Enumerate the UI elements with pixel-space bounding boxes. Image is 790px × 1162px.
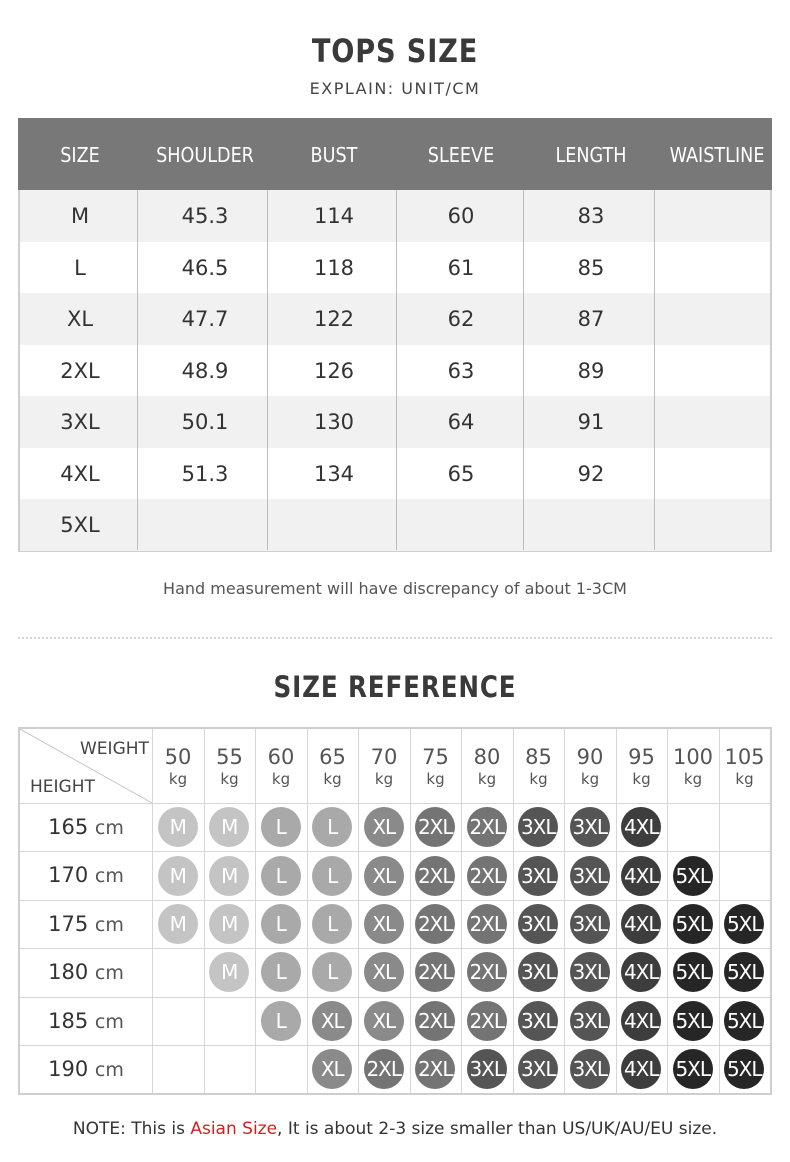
size-badge: XL bbox=[364, 952, 404, 992]
size-badge: 2XL bbox=[467, 807, 507, 847]
height-unit: cm bbox=[94, 913, 124, 936]
size-badge: 2XL bbox=[415, 807, 455, 847]
measurement-cell: 126 bbox=[313, 358, 355, 383]
measurement-cell bbox=[667, 396, 767, 448]
size-badge: 5XL bbox=[673, 1001, 713, 1041]
weight-unit: kg bbox=[683, 770, 703, 788]
header-sleeve: SLEEVE bbox=[427, 143, 495, 167]
weight-unit: kg bbox=[168, 770, 188, 788]
measurement-cell: 47.7 bbox=[181, 307, 229, 331]
header-waistline: WAISTLINE bbox=[669, 143, 765, 167]
size-badge: 2XL bbox=[467, 952, 507, 992]
grid-row-line bbox=[20, 851, 770, 852]
size-badge: XL bbox=[364, 1001, 404, 1041]
height-row-label bbox=[20, 815, 152, 839]
size-badge: 4XL bbox=[621, 952, 661, 992]
measurement-cell: 114 bbox=[313, 204, 355, 228]
measurement-cell: 83 bbox=[577, 204, 605, 228]
size-row bbox=[20, 242, 770, 294]
weight-header bbox=[358, 729, 410, 789]
height-value: 180 bbox=[48, 960, 89, 985]
size-badge: 5XL bbox=[724, 952, 764, 992]
measurement-cell: 85 bbox=[577, 255, 605, 280]
size-badge: 3XL bbox=[570, 807, 610, 847]
weight-header bbox=[616, 729, 668, 789]
size-row bbox=[20, 396, 770, 448]
size-badge: L bbox=[312, 807, 352, 847]
measurement-cell: 62 bbox=[447, 307, 475, 331]
measurement-cell: 60 bbox=[447, 204, 475, 228]
measurement-cell bbox=[667, 448, 767, 500]
height-unit: cm bbox=[94, 1059, 124, 1081]
weight-unit: kg bbox=[271, 770, 291, 788]
measurement-cell: 51.3 bbox=[181, 461, 229, 486]
size-badge: 3XL bbox=[518, 1049, 558, 1089]
size-badge: 3XL bbox=[570, 952, 610, 992]
size-badge: 3XL bbox=[570, 1001, 610, 1041]
size-badge: 3XL bbox=[518, 807, 558, 847]
height-value: 190 bbox=[48, 1057, 89, 1081]
size-badge: L bbox=[261, 952, 301, 992]
size-badge: 4XL bbox=[621, 1049, 661, 1089]
size-row bbox=[20, 345, 770, 397]
size-cell: 4XL bbox=[60, 461, 100, 486]
weight-value: 90 bbox=[576, 745, 604, 769]
size-badge: XL bbox=[312, 1001, 352, 1041]
size-badge: 2XL bbox=[415, 904, 455, 944]
header-size: SIZE bbox=[60, 143, 100, 167]
weight-value: 65 bbox=[319, 745, 346, 769]
size-badge: 2XL bbox=[467, 904, 507, 944]
measurement-cell: 65 bbox=[447, 461, 475, 486]
size-badge: 2XL bbox=[467, 856, 507, 896]
weight-label: WEIGHT bbox=[80, 739, 149, 759]
size-badge: 5XL bbox=[673, 1049, 713, 1089]
size-badge: 3XL bbox=[570, 904, 610, 944]
height-row-label bbox=[20, 863, 152, 887]
weight-value: 60 bbox=[267, 745, 295, 769]
size-badge: M bbox=[209, 952, 249, 992]
size-badge: M bbox=[158, 807, 198, 847]
size-badge: 4XL bbox=[621, 807, 661, 847]
header-length: LENGTH bbox=[555, 143, 627, 167]
size-row bbox=[20, 448, 770, 500]
size-badge: 3XL bbox=[518, 1001, 558, 1041]
column-divider bbox=[523, 190, 524, 550]
measurement-cell: 50.1 bbox=[181, 410, 229, 434]
header-bust: BUST bbox=[310, 143, 358, 167]
height-value: 185 bbox=[48, 1008, 89, 1033]
height-unit: cm bbox=[94, 817, 124, 839]
weight-header bbox=[307, 729, 359, 789]
weight-unit: kg bbox=[323, 770, 342, 788]
weight-unit: kg bbox=[477, 770, 497, 788]
measurement-cell bbox=[667, 345, 767, 397]
size-reference-table bbox=[18, 727, 772, 1095]
measurement-cell: 45.3 bbox=[181, 204, 229, 228]
measurement-cell bbox=[155, 499, 255, 551]
weight-unit: kg bbox=[220, 770, 239, 788]
size-badge: 4XL bbox=[621, 856, 661, 896]
size-badge: L bbox=[261, 1001, 301, 1041]
size-badge: XL bbox=[364, 807, 404, 847]
size-badge: 5XL bbox=[673, 952, 713, 992]
weight-unit: kg bbox=[529, 770, 548, 788]
column-divider bbox=[396, 190, 397, 550]
measurement-cell: 91 bbox=[577, 410, 605, 434]
size-badge: 5XL bbox=[724, 1049, 764, 1089]
weight-value: 80 bbox=[473, 745, 501, 769]
size-cell: XL bbox=[66, 307, 94, 331]
measurement-cell: 89 bbox=[577, 358, 605, 383]
header-shoulder: SHOULDER bbox=[156, 143, 254, 167]
size-badge: 5XL bbox=[673, 856, 713, 896]
measurement-cell: 46.5 bbox=[181, 255, 229, 280]
size-badge: 2XL bbox=[364, 1049, 404, 1089]
measurement-cell: 130 bbox=[313, 410, 355, 434]
weight-value: 70 bbox=[370, 745, 398, 769]
weight-header bbox=[564, 729, 616, 789]
weight-value: 100 bbox=[672, 745, 714, 769]
measurement-cell bbox=[667, 242, 767, 294]
tops-size-title: TOPS SIZE bbox=[311, 32, 479, 70]
size-badge: 3XL bbox=[518, 952, 558, 992]
weight-header bbox=[513, 729, 565, 789]
size-row bbox=[20, 190, 770, 242]
weight-header bbox=[461, 729, 513, 789]
height-value: 165 bbox=[48, 815, 89, 839]
height-label: HEIGHT bbox=[30, 777, 95, 797]
size-badge: 4XL bbox=[621, 904, 661, 944]
measurement-cell: 61 bbox=[447, 255, 475, 280]
measurement-cell: 92 bbox=[577, 461, 605, 486]
size-row bbox=[20, 499, 770, 551]
measurement-cell bbox=[411, 499, 511, 551]
size-badge: L bbox=[261, 856, 301, 896]
size-cell: 2XL bbox=[60, 358, 100, 383]
size-badge: 3XL bbox=[570, 856, 610, 896]
size-badge: 4XL bbox=[621, 1001, 661, 1041]
weight-value: 75 bbox=[422, 745, 449, 769]
height-value: 175 bbox=[48, 911, 89, 936]
asian-size-note bbox=[0, 1119, 790, 1139]
size-badge: 3XL bbox=[570, 1049, 610, 1089]
size-cell: 3XL bbox=[60, 410, 100, 434]
size-badge: XL bbox=[364, 904, 404, 944]
measurement-cell: 118 bbox=[313, 255, 355, 280]
weight-value: 50 bbox=[164, 745, 192, 769]
size-cell: M bbox=[70, 204, 90, 228]
size-badge: 3XL bbox=[518, 856, 558, 896]
size-badge: M bbox=[158, 904, 198, 944]
size-badge: 2XL bbox=[415, 856, 455, 896]
measurement-cell: 122 bbox=[313, 307, 355, 331]
weight-header bbox=[152, 729, 204, 789]
size-cell: 5XL bbox=[60, 513, 100, 537]
grid-row-line bbox=[20, 948, 770, 949]
column-divider bbox=[654, 190, 655, 550]
measurement-cell: 48.9 bbox=[181, 358, 229, 383]
weight-unit: kg bbox=[632, 770, 651, 788]
size-badge: 3XL bbox=[518, 904, 558, 944]
weight-unit: kg bbox=[735, 770, 754, 788]
size-badge: L bbox=[261, 807, 301, 847]
grid-row-line bbox=[20, 900, 770, 901]
size-badge: 2XL bbox=[467, 1001, 507, 1041]
weight-value: 105 bbox=[724, 745, 765, 769]
size-badge: M bbox=[209, 856, 249, 896]
height-row-label bbox=[20, 960, 152, 984]
tops-size-subtitle: EXPLAIN: UNIT/CM bbox=[309, 79, 481, 98]
size-badge: 5XL bbox=[724, 904, 764, 944]
note-suffix: , It is about 2-3 size smaller than US/UK/AU/EU size. bbox=[277, 1119, 718, 1139]
size-row bbox=[20, 293, 770, 345]
size-badge: 2XL bbox=[415, 1049, 455, 1089]
grid-row-line bbox=[20, 997, 770, 998]
measurement-cell bbox=[541, 499, 641, 551]
size-badge: 5XL bbox=[724, 1001, 764, 1041]
measurement-cell bbox=[667, 190, 767, 242]
note-highlight: Asian Size bbox=[190, 1119, 278, 1139]
size-badge: 5XL bbox=[673, 904, 713, 944]
grid-row-line bbox=[20, 803, 770, 804]
weight-value: 85 bbox=[525, 745, 552, 769]
weight-value: 55 bbox=[216, 745, 243, 769]
weight-header bbox=[719, 729, 771, 789]
size-badge: 2XL bbox=[415, 952, 455, 992]
measurement-cell: 87 bbox=[577, 307, 605, 331]
size-badge: L bbox=[312, 856, 352, 896]
tops-size-table bbox=[18, 118, 772, 552]
height-row-label bbox=[20, 1009, 152, 1033]
column-divider bbox=[137, 190, 138, 550]
size-badge: XL bbox=[312, 1049, 352, 1089]
weight-header bbox=[255, 729, 307, 789]
size-badge: M bbox=[209, 904, 249, 944]
weight-header bbox=[204, 729, 256, 789]
weight-unit: kg bbox=[374, 770, 394, 788]
height-row-label bbox=[20, 912, 152, 936]
size-badge: M bbox=[158, 856, 198, 896]
size-table-header bbox=[18, 118, 772, 190]
measurement-note: Hand measurement will have discrepancy of about 1-3CM bbox=[163, 579, 627, 598]
weight-value: 95 bbox=[628, 745, 655, 769]
height-unit: cm bbox=[94, 1010, 124, 1033]
height-unit: cm bbox=[94, 865, 124, 888]
size-cell: L bbox=[74, 255, 86, 280]
size-badge: L bbox=[312, 952, 352, 992]
weight-header bbox=[667, 729, 719, 789]
measurement-cell bbox=[667, 293, 767, 345]
measurement-cell bbox=[667, 499, 767, 551]
grid-row-line bbox=[20, 1045, 770, 1046]
size-badge: L bbox=[312, 904, 352, 944]
size-reference-title: SIZE REFERENCE bbox=[273, 670, 517, 704]
column-divider bbox=[267, 190, 268, 550]
measurement-cell bbox=[284, 499, 384, 551]
note-prefix: NOTE: This is bbox=[72, 1119, 191, 1139]
weight-unit: kg bbox=[426, 770, 445, 788]
height-row-label bbox=[20, 1057, 152, 1081]
section-divider bbox=[18, 637, 772, 639]
size-badge: 3XL bbox=[467, 1049, 507, 1089]
measurement-cell: 64 bbox=[447, 410, 475, 434]
height-unit: cm bbox=[94, 962, 124, 985]
measurement-cell: 63 bbox=[447, 358, 475, 383]
height-value: 170 bbox=[48, 863, 89, 888]
size-badge: M bbox=[209, 807, 249, 847]
measurement-cell: 134 bbox=[313, 461, 355, 486]
weight-unit: kg bbox=[580, 770, 600, 788]
size-badge: L bbox=[261, 904, 301, 944]
size-badge: XL bbox=[364, 856, 404, 896]
size-badge: 2XL bbox=[415, 1001, 455, 1041]
weight-header bbox=[410, 729, 462, 789]
